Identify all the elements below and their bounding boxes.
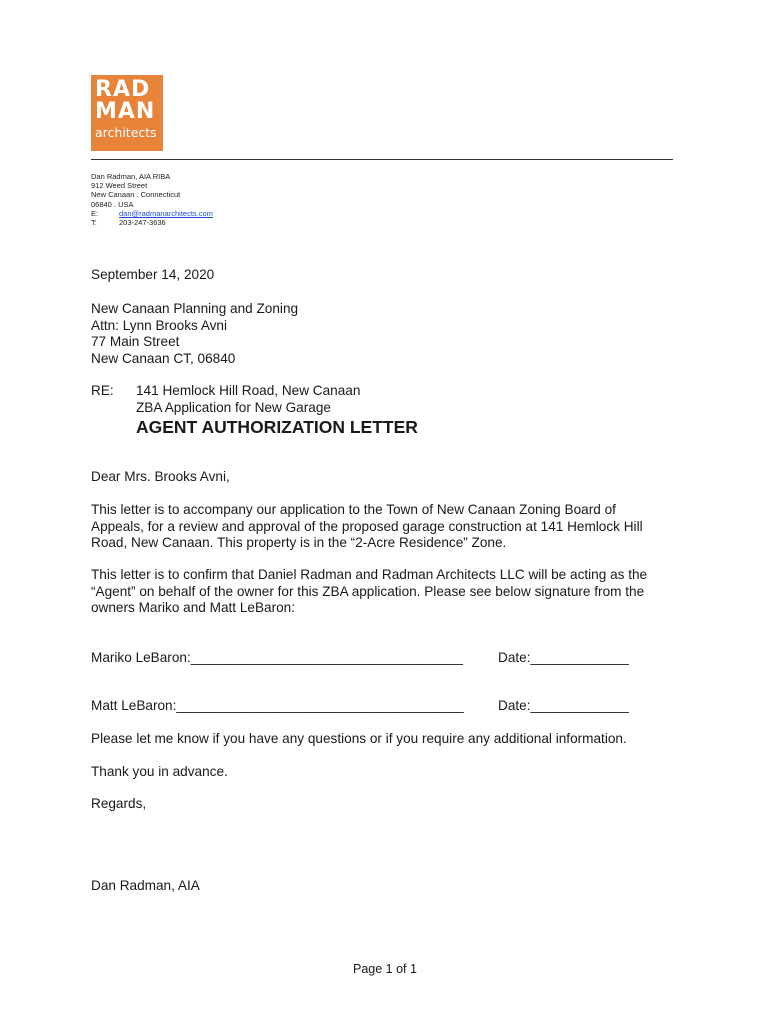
- recipient-line: New Canaan CT, 06840: [91, 350, 236, 366]
- paragraph-line: This letter is to confirm that Daniel Radman and Radman Architects LLC will be acting as the: [91, 567, 648, 582]
- signature-line-matt: Matt LeBaron:______________________________________: [91, 698, 464, 713]
- closing-thanks: Thank you in advance.: [91, 764, 228, 779]
- paragraph-line: Road, New Canaan. This property is in the “2-Acre Residence” Zone.: [91, 535, 507, 551]
- logo-text-man: MAN: [95, 99, 156, 124]
- salutation: Dear Mrs. Brooks Avni,: [91, 469, 230, 484]
- header-divider: [91, 159, 673, 160]
- letter-date: September 14, 2020: [91, 267, 215, 282]
- paragraph-application: [91, 502, 676, 552]
- contact-city: New Canaan . Connecticut: [91, 190, 181, 200]
- re-label: RE:: [91, 383, 114, 398]
- recipient-line: 77 Main Street: [91, 334, 180, 350]
- re-line: 141 Hemlock Hill Road, New Canaan: [136, 383, 361, 398]
- letter-title: AGENT AUTHORIZATION LETTER: [136, 417, 418, 437]
- contact-name: Dan Radman, AIA RIBA: [91, 172, 171, 181]
- logo-text-rad: RAD: [95, 77, 151, 102]
- contact-block: [91, 172, 213, 227]
- recipient-line: New Canaan Planning and Zoning: [91, 301, 299, 316]
- date-line-mariko: Date:_____________: [498, 650, 629, 665]
- closing-request: Please let me know if you have any questions or if you require any additional information.: [91, 731, 627, 746]
- re-subject: [136, 383, 360, 416]
- contact-street: 912 Weed Street: [91, 181, 148, 191]
- company-logo: [91, 75, 163, 151]
- signer-name: Dan Radman, AIA: [91, 878, 200, 893]
- paragraph-line: owners Mariko and Matt LeBaron:: [91, 600, 296, 616]
- paragraph-line: This letter is to accompany our application to the Town of New Canaan Zoning Board of: [91, 502, 616, 517]
- contact-email-row: [91, 209, 213, 218]
- contact-phone-row: [91, 218, 213, 227]
- closing-regards: Regards,: [91, 796, 147, 811]
- contact-phone: 203-247-3636: [119, 218, 166, 228]
- contact-email-link[interactable]: dan@radmanarchitects.com: [119, 208, 213, 218]
- paragraph-line: “Agent” on behalf of the owner for this ZBA application. Please see below signature from the: [91, 583, 645, 599]
- recipient-block: [91, 301, 298, 367]
- date-line-matt: Date:_____________: [498, 698, 629, 713]
- contact-email-label: E:: [91, 208, 99, 218]
- signature-line-mariko: Mariko LeBaron:____________________________________: [91, 650, 463, 665]
- contact-phone-label: T:: [91, 218, 97, 228]
- recipient-line: Attn: Lynn Brooks Avni: [91, 317, 228, 333]
- page-number: Page 1 of 1: [353, 962, 417, 976]
- paragraph-agent: [91, 567, 676, 617]
- logo-text-architects: architects: [95, 125, 157, 140]
- paragraph-line: Appeals, for a review and approval of the proposed garage construction at 141 Hemlock Hill: [91, 518, 643, 534]
- re-line: ZBA Application for New Garage: [136, 399, 331, 415]
- contact-zip: 06840 . USA: [91, 199, 134, 209]
